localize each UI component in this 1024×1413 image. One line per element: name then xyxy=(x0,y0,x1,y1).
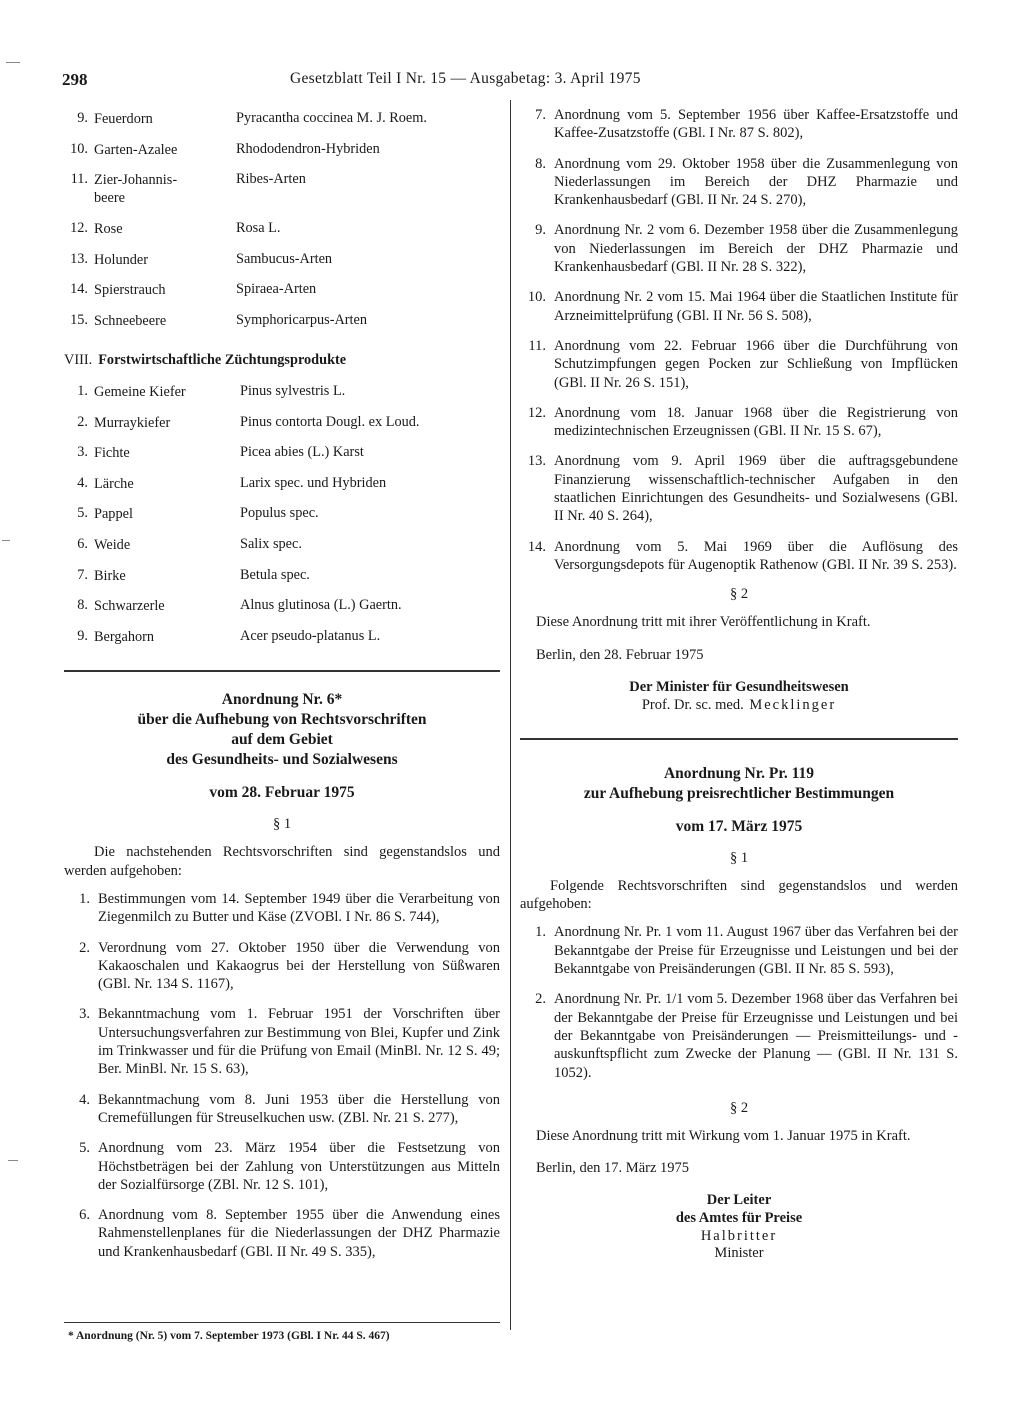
list-item: 5. Pappel Populus spec. xyxy=(77,505,319,523)
margin-mark xyxy=(6,62,20,63)
list-item: 3. Fichte Picea abies (L.) Karst xyxy=(77,444,364,462)
list-item: 7. Birke Betula spec. xyxy=(77,566,310,584)
intro-text: Folgende Rechtsvorschriften sind gegenstandslos und werden aufgehoben: xyxy=(520,877,958,913)
list-item: 1. Bestimmungen vom 14. September 1949 über die Verarbeitung von Ziegenmilch zu Butter und Käse (ZVOBl. I Nr. 86 S. 744), xyxy=(79,890,500,926)
repealed-list xyxy=(520,923,958,1081)
list-item: 7. Anordnung vom 5. September 1956 über Kaffee-Ersatzstoffe und Kaffee-Zusatzstoffe (GBl. I Nr. 87 S. 802), xyxy=(535,107,958,142)
list-item: 6. Weide Salix spec. xyxy=(77,535,302,553)
repealed-list xyxy=(64,890,500,1261)
list-item: 6. Anordnung vom 8. September 1955 über die Anwendung eines Rahmenstellenplanes für die Niederlassungen der DHZ Pharmazie und Krankenhausbedarf (GBl. II Nr. 49 S. 335), xyxy=(79,1207,500,1260)
signer-name: Halbritter xyxy=(700,1228,778,1245)
list-item: 15. Schneebeere Symphoricarpus-Arten xyxy=(70,311,368,329)
paragraph-sign: § 1 xyxy=(729,849,749,866)
page-number: 298 xyxy=(62,70,88,89)
section-divider xyxy=(64,670,500,672)
footnote-rule xyxy=(64,1322,500,1323)
list-item: 12. Anordnung vom 18. Januar 1968 über die Registrierung von medizintechnischen Erzeugnissen (GBl. II Nr. 15 S. 67), xyxy=(527,404,958,440)
margin-mark xyxy=(2,540,10,541)
list-item: 9. Bergahorn Acer pseudo-platanus L. xyxy=(77,627,381,645)
column-divider xyxy=(510,100,511,1330)
paragraph-sign: § 2 xyxy=(729,1099,749,1116)
paragraph-sign: § 2 xyxy=(729,586,749,603)
list-item: 11. Anordnung vom 22. Februar 1966 über die Durchführung von Schutzimpfungen gegen Pocken zur Schließung von Impflücken (GBl. II Nr. 26 S. 151), xyxy=(528,337,958,391)
list-item: 11. Zier-Johannis-beere Ribes-Arten xyxy=(70,171,306,206)
list-item: 2. Murraykiefer Pinus contorta Dougl. ex Loud. xyxy=(77,413,420,431)
section-heading: VIII. Forstwirtschaftliche Züchtungsprodukte xyxy=(64,352,347,368)
list-item: 13. Anordnung vom 9. April 1969 über die auftragsgebundene Finanzierung wissenschaftlich-technischer Aufgaben in den staatlichen Einrichtungen des Gesundheits- und Sozialwesens (GBl. II Nr. 40 S. 264), xyxy=(527,453,958,525)
signer-name: Prof. Dr. sc. med. Mecklinger xyxy=(641,696,837,713)
page-header xyxy=(62,70,962,96)
place-date: Berlin, den 17. März 1975 xyxy=(536,1160,690,1177)
intro-text: Die nachstehenden Rechtsvorschriften sind gegenstandslos und werden aufgehoben: xyxy=(64,844,500,879)
list-item: 14. Spierstrauch Spiraea-Arten xyxy=(70,281,317,298)
decree-date: vom 28. Februar 1975 xyxy=(209,784,355,802)
forest-list xyxy=(64,383,500,658)
list-item: 5. Anordnung vom 23. März 1954 über die Festsetzung von Höchstbeträgen bei der Zahlung von Unterstützungen aus Mitteln der Sozialfürsorge (ZBl. Nr. 12 S. 101), xyxy=(79,1140,500,1193)
section-divider xyxy=(520,738,958,740)
list-item: 8. Schwarzerle Alnus glutinosa (L.) Gaertn. xyxy=(77,597,402,615)
left-column xyxy=(64,110,500,1273)
list-item: 4. Bekanntmachung vom 8. Juni 1953 über die Herstellung von Cremefüllungen für Streuselkuchen usw. (ZBl. Nr. 21 S. 277), xyxy=(79,1091,500,1126)
list-item: 12. Rose Rosa L. xyxy=(70,220,281,237)
margin-mark xyxy=(8,1160,18,1161)
effective-text: Diese Anordnung tritt mit ihrer Veröffentlichung in Kraft. xyxy=(536,614,871,631)
paragraph-sign: § 1 xyxy=(272,816,292,833)
list-item: 8. Anordnung vom 29. Oktober 1958 über die Zusammenlegung von Niederlassungen im Bereich der DHZ Pharmazie und Krankenhausbedarf (GBl. II Nr. 24 S. 270), xyxy=(535,155,958,209)
list-item: 2. Anordnung Nr. Pr. 1/1 vom 5. Dezember 1968 über das Verfahren bei der Bekanntgabe der Preise für Erzeugnisse und Leistungen und bei der Bekanntgabe von Preisänderungen — Preismitteilungs- und -auskunftspflicht zum Zwecke der Planung — (GBl. II Nr. 131 S. 1052). xyxy=(535,991,958,1081)
right-column xyxy=(520,106,958,1262)
repealed-list-continued xyxy=(520,106,958,574)
list-item: 9. Anordnung Nr. 2 vom 6. Dezember 1958 über die Zusammenlegung von Niederlassungen im Bereich der DHZ Pharmazie und Krankenhausbedarf (GBl. II Nr. 28 S. 322), xyxy=(535,222,958,276)
list-item: 1. Gemeine Kiefer Pinus sylvestris L. xyxy=(77,383,346,400)
running-title: Gesetzblatt Teil I Nr. 15 — Ausgabetag: 3. April 1975 xyxy=(290,70,641,87)
list-item: 10. Anordnung Nr. 2 vom 15. Mai 1964 über die Staatlichen Institute für Arzneimittelprüfung (GBl. II Nr. 56 S. 508), xyxy=(527,289,958,324)
place-date: Berlin, den 28. Februar 1975 xyxy=(536,646,704,663)
signer-role: Minister xyxy=(714,1245,764,1262)
decree-title: Anordnung Nr. Pr. 119 zur Aufhebung preisrechtlicher Bestimmungen xyxy=(583,764,895,802)
list-item: 1. Anordnung Nr. Pr. 1 vom 11. August 1967 über das Verfahren bei der Bekanntgabe der Preise für Erzeugnisse und Leistungen und bei der Bekanntgabe von Preisänderungen (GBl. II Nr. 85 S. 593), xyxy=(535,924,958,978)
list-item: 14. Anordnung vom 5. Mai 1969 über die Auflösung des Versorgungsdepots für Augenoptik Rathenow (GBl. II Nr. 39 S. 253). xyxy=(527,538,958,573)
list-item: 10. Garten-Azalee Rhododendron-Hybriden xyxy=(70,140,380,158)
signer-title: Der Leiter des Amtes für Preise xyxy=(675,1192,803,1227)
signer-title: Der Minister für Gesundheitswesen xyxy=(629,678,849,695)
effective-text: Diese Anordnung tritt mit Wirkung vom 1. Januar 1975 in Kraft. xyxy=(536,1127,911,1144)
plant-list xyxy=(64,110,500,342)
list-item: 9. Feuerdorn Pyracantha coccinea M. J. Roem. xyxy=(77,110,427,127)
decree-date: vom 17. März 1975 xyxy=(675,817,803,835)
list-item: 3. Bekanntmachung vom 1. Februar 1951 der Vorschriften über Untersuchungsverfahren zur Bestimmung von Blei, Kupfer und Zink im Trinkwasser und für die Prüfung von Email (MinBl. Nr. 12 S. 49; Ber. MinBl. Nr. 15 S. 63), xyxy=(79,1006,500,1078)
list-item: 13. Holunder Sambucus-Arten xyxy=(70,250,333,268)
decree-title: Anordnung Nr. 6* über die Aufhebung von Rechtsvorschriften auf dem Gebiet des Gesundheits- und Sozialwesens xyxy=(137,691,427,769)
list-item: 4. Lärche Larix spec. und Hybriden xyxy=(77,474,387,492)
footnote: * Anordnung (Nr. 5) vom 7. September 1973 (GBl. I Nr. 44 S. 467) xyxy=(68,1330,390,1342)
list-item: 2. Verordnung vom 27. Oktober 1950 über die Verwendung von Kakaoschalen und Kakaogrus bei der Herstellung von Süßwaren (GBl. Nr. 134 S. 1167), xyxy=(79,939,500,993)
